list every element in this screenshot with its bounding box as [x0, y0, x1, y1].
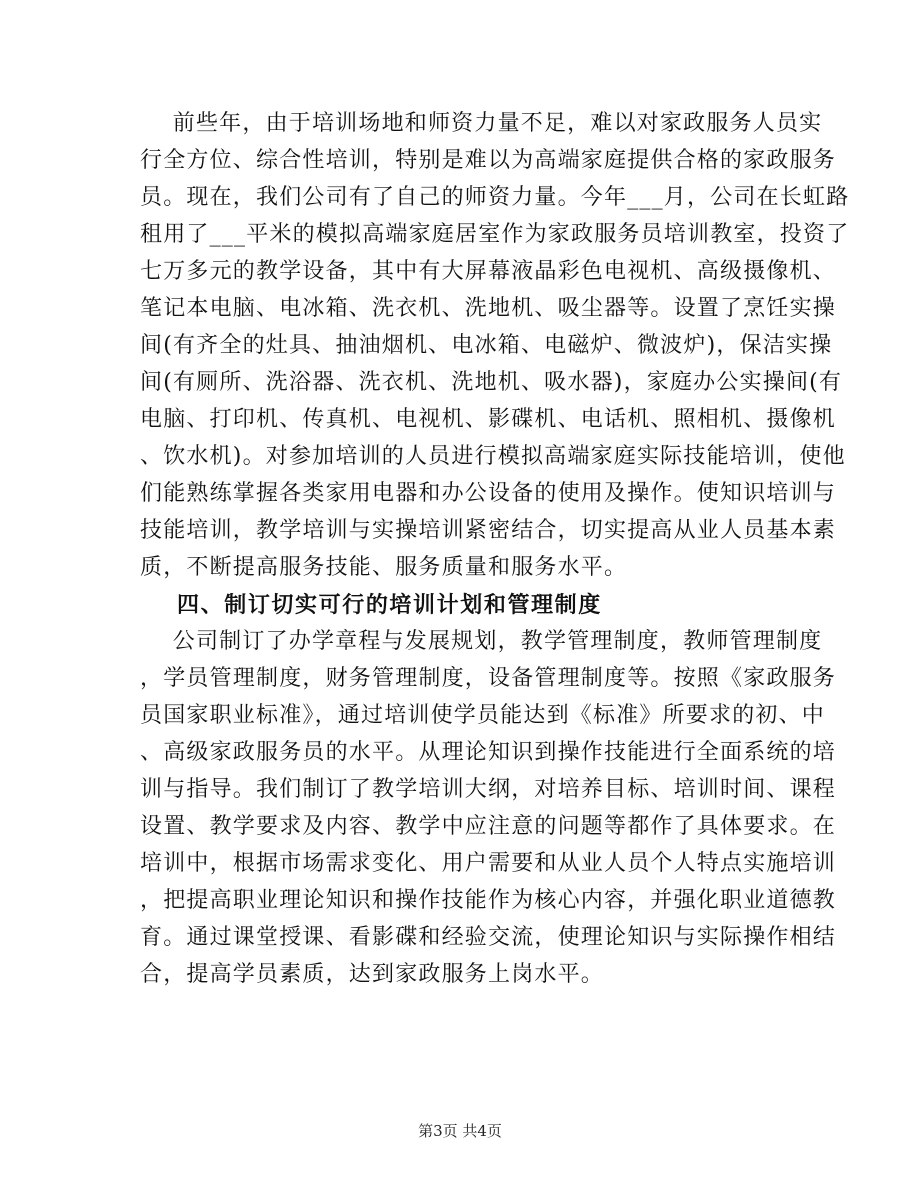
paragraph-line: 笔记本电脑、电冰箱、洗衣机、洗地机、吸尘器等。设置了烹饪实操 [140, 296, 837, 321]
section4-heading: 四、制订切实可行的培训计划和管理制度 [140, 592, 602, 618]
paragraph-line: 技能培训，教学培训与实操培训紧密结合，切实提高从业人员基本素 [140, 518, 837, 543]
paragraph-line: 、高级家政服务员的水平。从理论知识到操作技能进行全面系统的培 [140, 740, 837, 765]
paragraph-line: 行全方位、综合性培训，特别是难以为高端家庭提供合格的家政服务 [140, 148, 837, 173]
paragraph-line: 合，提高学员素质，达到家政服务上岗水平。 [140, 962, 605, 987]
paragraph-line: 电脑、打印机、传真机、电视机、影碟机、电话机、照相机、摄像机 [140, 407, 837, 432]
paragraph-line: ，把提高职业理论知识和操作技能作为核心内容，并强化职业道德教 [140, 888, 837, 913]
paragraph-line: 租用了___平米的模拟高端家庭居室作为家政服务员培训教室，投资了 [140, 222, 850, 247]
paragraph-line: 间(有厕所、洗浴器、洗衣机、洗地机、吸水器)，家庭办公实操间(有 [140, 370, 843, 395]
paragraph-line: 员国家职业标准》，通过培训使学员能达到《标准》所要求的初、中 [140, 703, 826, 728]
paragraph-line: 、饮水机)。对参加培训的人员进行模拟高端家庭实际技能培训，使他 [140, 444, 846, 469]
paragraph-line: 训与指导。我们制订了教学培训大纲，对培养目标、培训时间、课程 [140, 777, 837, 802]
page-number-footer: 第3页 共4页 [418, 1122, 502, 1140]
paragraph-line: 间(有齐全的灶具、抽油烟机、电冰箱、电磁炉、微波炉)，保洁实操 [140, 333, 833, 358]
paragraph-line: ，学员管理制度，财务管理制度，设备管理制度等。按照《家政服务 [140, 666, 837, 691]
paragraph-line: 们能熟练掌握各类家用电器和办公设备的使用及操作。使知识培训与 [140, 481, 837, 506]
paragraph-line: 七万多元的教学设备，其中有大屏幕液晶彩色电视机、高级摄像机、 [140, 259, 837, 284]
paragraph-line: 员。现在，我们公司有了自己的师资力量。今年___月，公司在长虹路 [140, 185, 850, 210]
paragraph-line: 育。通过课堂授课、看影碟和经验交流，使理论知识与实际操作相结 [140, 925, 837, 950]
paragraph-line: 公司制订了办学章程与发展规划，教学管理制度，教师管理制度 [140, 629, 823, 654]
paragraph-line: 设置、教学要求及内容、教学中应注意的问题等都作了具体要求。在 [140, 814, 837, 839]
paragraph-line: 培训中，根据市场需求变化、用户需要和从业人员个人特点实施培训 [140, 851, 837, 876]
paragraph-line: 质，不断提高服务技能、服务质量和服务水平。 [140, 555, 628, 580]
paragraph-line: 前些年，由于培训场地和师资力量不足，难以对家政服务人员实 [140, 111, 823, 136]
